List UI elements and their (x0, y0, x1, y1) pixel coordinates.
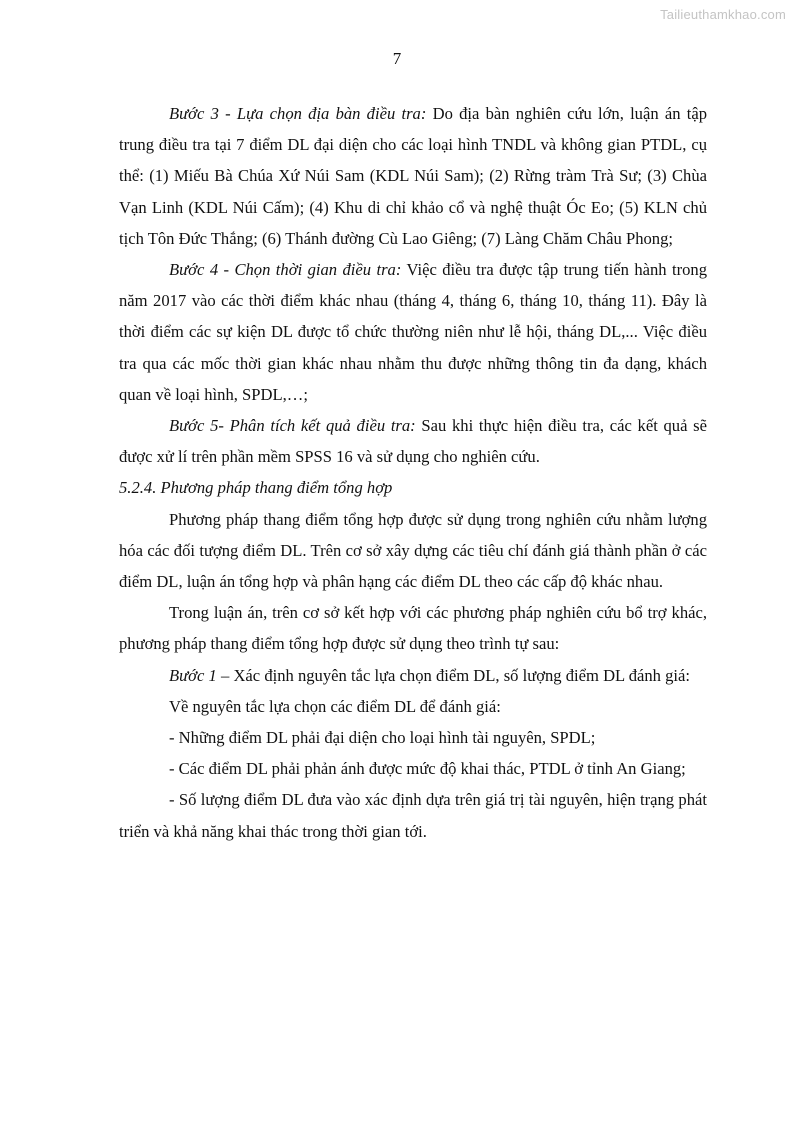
section-heading: 5.2.4. Phương pháp thang điểm tổng hợp (119, 478, 393, 498)
paragraph-step-3 (119, 98, 707, 254)
step-3-text: Do địa bàn nghiên cứu lớn, luận án tập trung điều tra tại 7 điểm DL đại diện cho các loại hình TNDL và không gian PTDL, cụ thể: (1) Miếu Bà Chúa Xứ Núi Sam (KDL Núi Sam); (2) Rừng tràm Trà Sư; (3) Chùa Vạn Linh (KDL Núi Cấm); (4) Khu di chỉ khảo cổ và nghệ thuật Óc Eo; (5) KLN chủ tịch Tôn Đức Thắng; (6) Thánh đường Cù Lao Giêng; (7) Làng Chăm Châu Phong; (119, 104, 708, 248)
paragraph-step-4 (119, 254, 707, 410)
step-3-label: Bước 3 - Lựa chọn địa bàn điều tra: (169, 104, 427, 123)
list-item-exploitation: - Các điểm DL phải phản ánh được mức độ khai thác, PTDL ở tỉnh An Giang; (169, 759, 686, 779)
list-item-representative: - Những điểm DL phải đại diện cho loại hình tài nguyên, SPDL; (169, 728, 596, 748)
document-body (119, 98, 707, 847)
step-4-label: Bước 4 - Chọn thời gian điều tra: (169, 260, 402, 280)
watermark: Tailieuthamkhao.com (660, 7, 786, 22)
paragraph-step-5 (119, 410, 707, 472)
step-1-label: Bước 1 (169, 665, 217, 685)
step-5-label: Bước 5- Phân tích kết quả điều tra: (169, 416, 416, 436)
paragraph-method-intro: Phương pháp thang điểm tổng hợp được sử dụng trong nghiên cứu nhằm lượng hóa các đối tượng điểm DL. Trên cơ sở xây dựng các tiêu chí đánh giá thành phần ở các điểm DL, luận án tổng hợp và phân hạng các điểm DL theo các cấp độ khác nhau. (119, 509, 707, 592)
list-item-quantity: - Số lượng điểm DL đưa vào xác định dựa trên giá trị tài nguyên, hiện trạng phát triển và khả năng khai thác trong thời gian tới. (119, 790, 707, 841)
paragraph-method-sequence: Trong luận án, trên cơ sở kết hợp với các phương pháp nghiên cứu bổ trợ khác, phương pháp thang điểm tổng hợp được sử dụng theo trình tự sau: (119, 603, 707, 654)
paragraph-principles-intro: Về nguyên tắc lựa chọn các điểm DL để đánh giá: (169, 696, 501, 716)
step-5-text: Sau khi thực hiện điều tra, các kết quả sẽ được xử lí trên phần mềm SPSS 16 và sử dụng cho nghiên cứu. (119, 416, 707, 467)
paragraph-step-1 (119, 660, 707, 691)
step-4-text: Việc điều tra được tập trung tiến hành trong năm 2017 vào các thời điểm khác nhau (tháng 4, tháng 6, tháng 10, tháng 11). Đây là thời điểm các sự kiện DL được tổ chức thường niên như lễ hội, tháng DL,... Việc điều tra qua các mốc thời gian khác nhau nhằm thu được những thông tin đa dạng, khách quan về loại hình, SPDL,…; (119, 260, 708, 404)
page-number: 7 (392, 49, 402, 68)
step-1-text: – Xác định nguyên tắc lựa chọn điểm DL, số lượng điểm DL đánh giá: (216, 665, 691, 685)
